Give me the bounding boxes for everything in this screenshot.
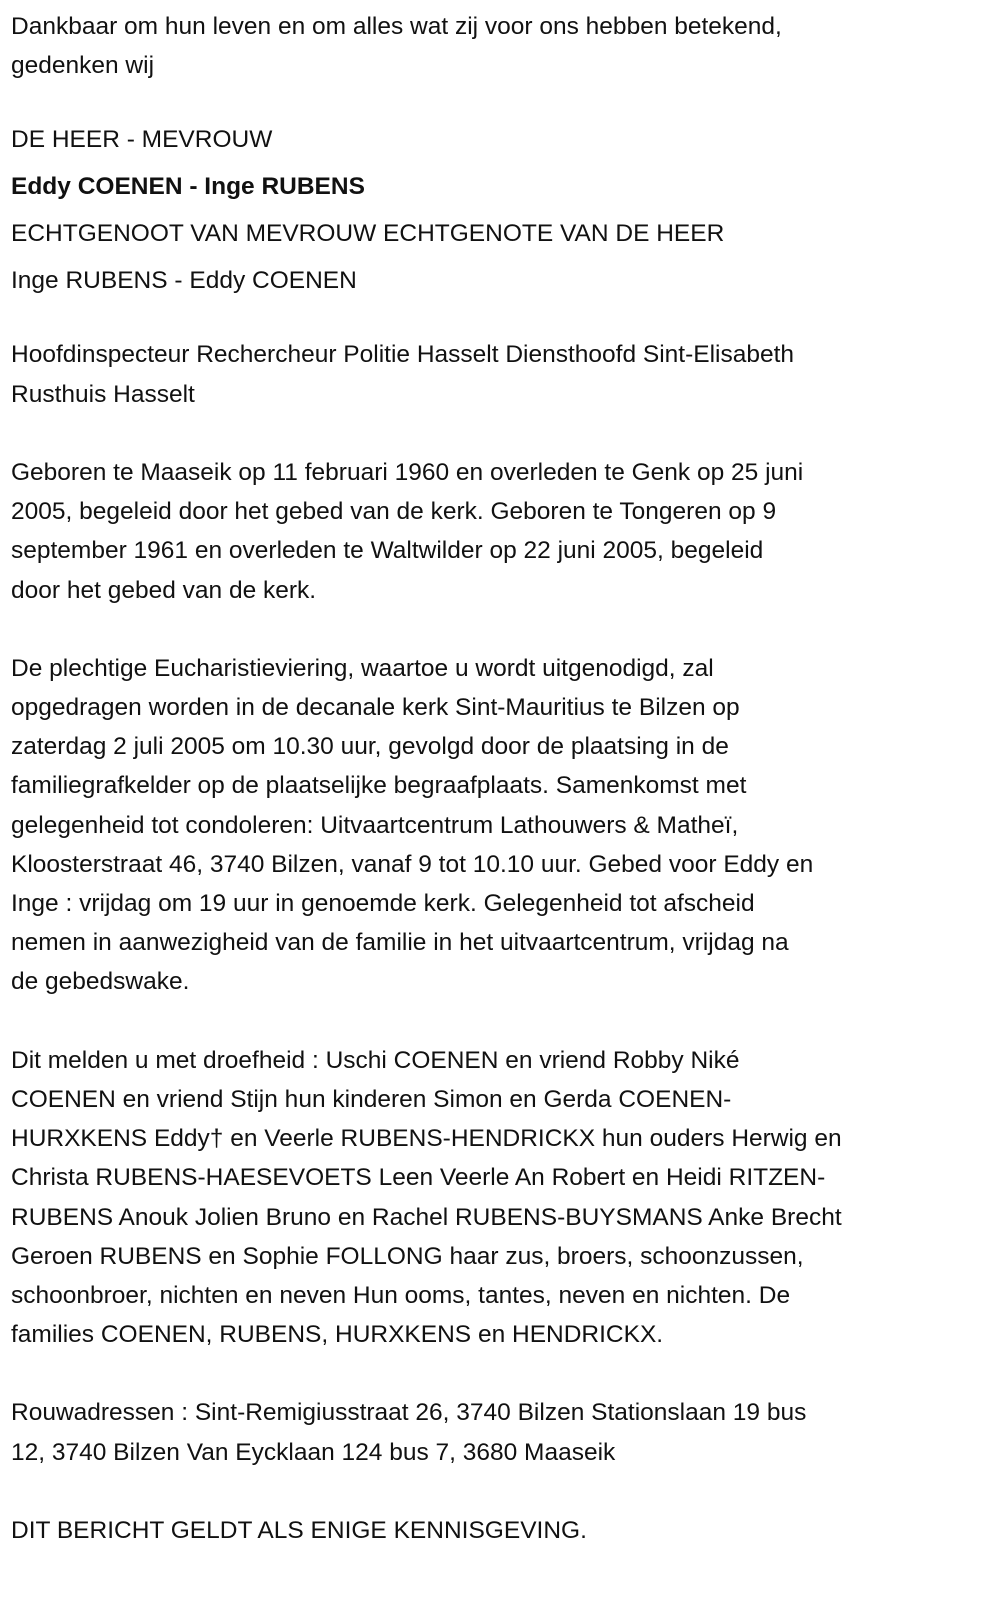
text-line: families COENEN, RUBENS, HURXKENS en HENDRICKX.	[11, 1321, 664, 1349]
deceased-names: Eddy COENEN - Inge RUBENS	[11, 173, 365, 201]
text-line: familiegrafkelder op de plaatselijke begraafplaats. Samenkomst met	[11, 772, 747, 800]
text-line: COENEN en vriend Stijn hun kinderen Simon en Gerda COENEN-	[11, 1085, 732, 1113]
ceremony-paragraph	[11, 649, 1000, 1002]
text-line: zaterdag 2 juli 2005 om 10.30 uur, gevolgd door de plaatsing in de	[11, 733, 729, 761]
text-line: Dit melden u met droefheid : Uschi COENEN en vriend Robby Niké	[11, 1046, 740, 1074]
intro-paragraph	[11, 7, 1000, 85]
text-line: Kloosterstraat 46, 3740 Bilzen, vanaf 9 tot 10.10 uur. Gebed voor Eddy en	[11, 850, 814, 878]
text-line: Rouwadressen : Sint-Remigiusstraat 26, 3740 Bilzen Stationslaan 19 bus	[11, 1399, 807, 1427]
text-line: Christa RUBENS-HAESEVOETS Leen Veerle An Robert en Heidi RITZEN-	[11, 1164, 826, 1192]
text-line: Geboren te Maaseik op 11 februari 1960 en overleden te Genk op 25 juni	[11, 458, 804, 486]
text-line: schoonbroer, nichten en neven Hun ooms, tantes, neven en nichten. De	[11, 1281, 791, 1309]
text-line: gedenken wij	[11, 52, 155, 80]
text-line: september 1961 en overleden te Waltwilder op 22 juni 2005, begeleid	[11, 537, 764, 565]
text-line: opgedragen worden in de decanale kerk Sint-Mauritius te Bilzen op	[11, 694, 740, 722]
salutation: DE HEER - MEVROUW	[11, 126, 273, 154]
text-line: 12, 3740 Bilzen Van Eycklaan 124 bus 7, 3680 Maaseik	[11, 1438, 616, 1466]
text-line: De plechtige Eucharistieviering, waartoe u wordt uitgenodigd, zal	[11, 654, 714, 682]
family-paragraph	[11, 1041, 1000, 1355]
text-line: Hoofdinspecteur Rechercheur Politie Hasselt Diensthoofd Sint-Elisabeth	[11, 341, 795, 369]
text-line: door het gebed van de kerk.	[11, 576, 317, 604]
text-line: 2005, begeleid door het gebed van de kerk. Geboren te Tongeren op 9	[11, 498, 777, 526]
occupation-paragraph	[11, 335, 1000, 413]
addresses-paragraph	[11, 1393, 1000, 1471]
text-line: HURXKENS Eddy† en Veerle RUBENS-HENDRICKX hun ouders Herwig en	[11, 1125, 842, 1153]
spouse-names: Inge RUBENS - Eddy COENEN	[11, 267, 357, 295]
closing-notice: DIT BERICHT GELDT ALS ENIGE KENNISGEVING.	[11, 1517, 587, 1544]
text-line: RUBENS Anouk Jolien Bruno en Rachel RUBENS-BUYSMANS Anke Brecht	[11, 1203, 842, 1231]
text-line: Dankbaar om hun leven en om alles wat zij voor ons hebben betekend,	[11, 13, 782, 40]
text-line: Rusthuis Hasselt	[11, 380, 195, 408]
text-line: Geroen RUBENS en Sophie FOLLONG haar zus, broers, schoonzussen,	[11, 1242, 804, 1270]
text-line: Inge : vrijdag om 19 uur in genoemde kerk. Gelegenheid tot afscheid	[11, 890, 755, 917]
text-line: nemen in aanwezigheid van de familie in het uitvaartcentrum, vrijdag na	[11, 929, 789, 957]
text-line: gelegenheid tot condoleren: Uitvaartcentrum Lathouwers & Matheï,	[11, 811, 739, 839]
relation: ECHTGENOOT VAN MEVROUW ECHTGENOTE VAN DE HEER	[11, 220, 725, 248]
text-line: de gebedswake.	[11, 968, 190, 996]
birth-death-paragraph	[11, 453, 1000, 610]
